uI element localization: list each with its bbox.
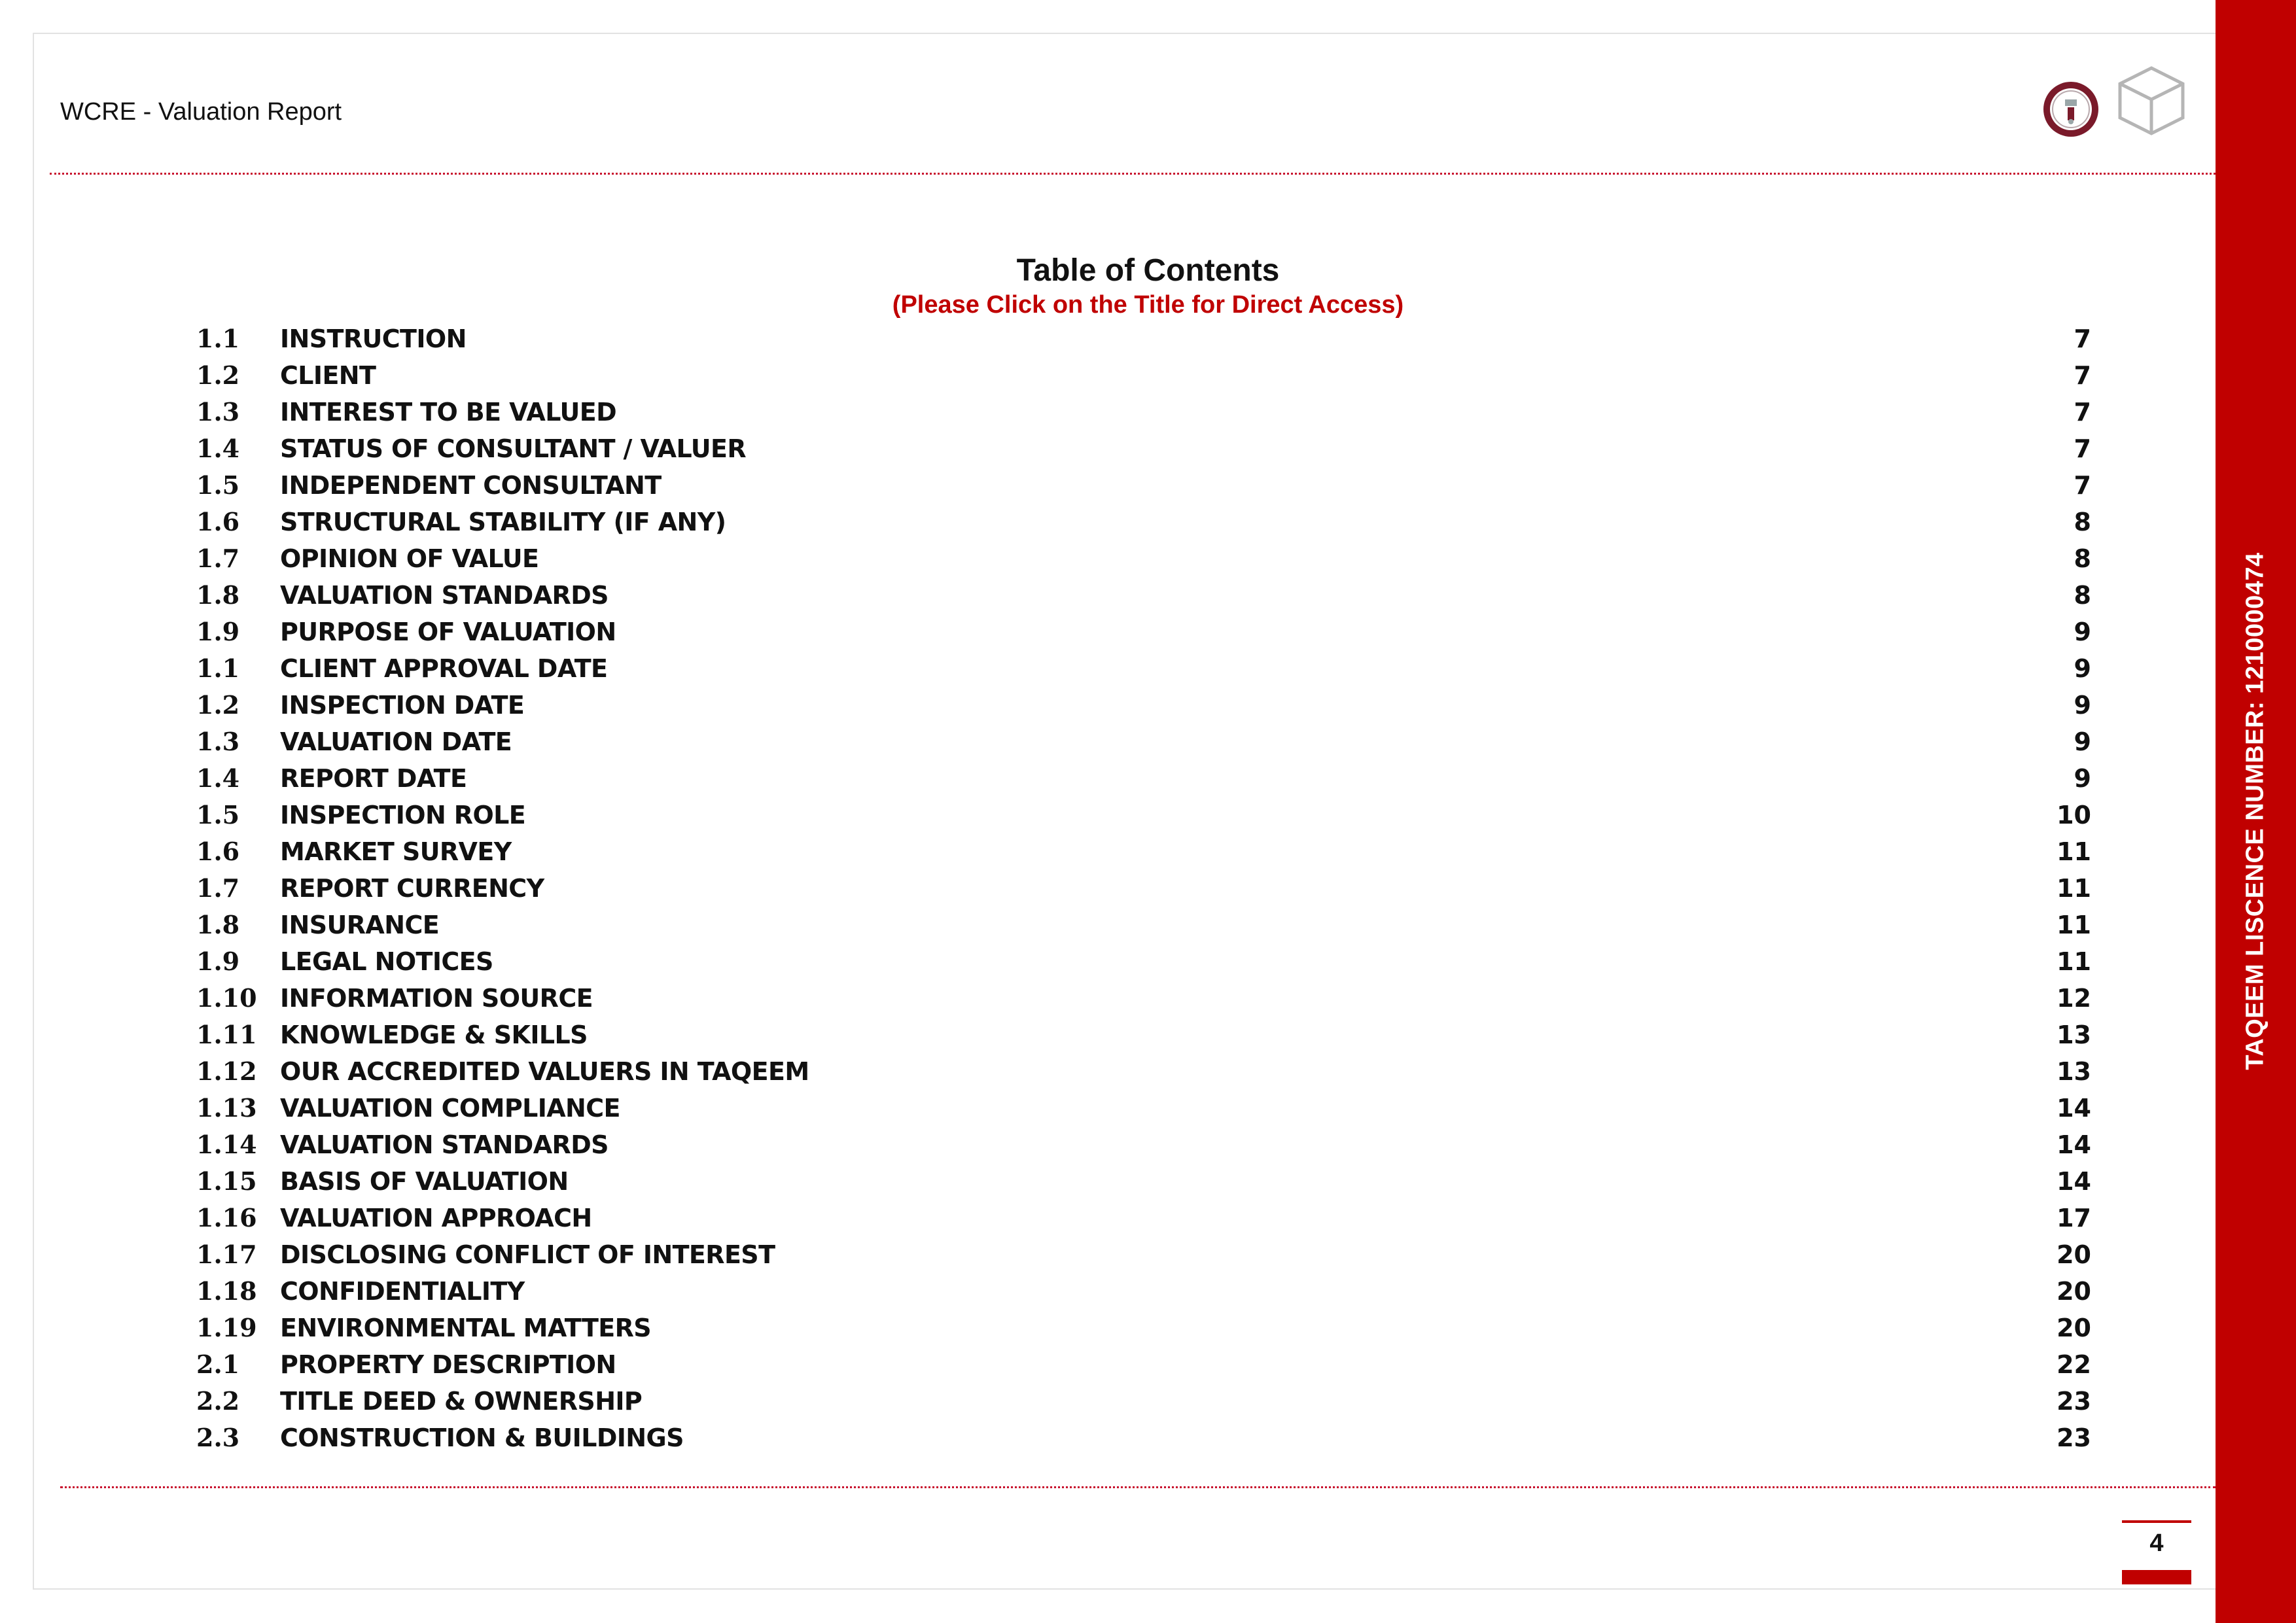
cube-logo-icon: [2115, 64, 2188, 137]
toc-entry-inspection-date[interactable]: [196, 687, 2094, 724]
toc-entry-page: 11: [2057, 837, 2091, 866]
toc-entry-page: 7: [2074, 434, 2091, 463]
toc-entry-number: 1.4: [196, 763, 240, 793]
toc-entry-label[interactable]: STATUS OF CONSULTANT / VALUER: [280, 434, 747, 463]
toc-entry-number: 1.7: [196, 544, 240, 573]
toc-entry-number: 1.2: [196, 360, 240, 390]
toc-entry-number: 1.17: [196, 1240, 257, 1269]
toc-entry-label[interactable]: OUR ACCREDITED VALUERS IN TAQEEM: [280, 1057, 809, 1086]
toc-entry-number: 1.18: [196, 1276, 257, 1306]
toc-entry-number: 1.13: [196, 1093, 257, 1123]
toc-entry-page: 23: [2057, 1423, 2091, 1452]
toc-list: [196, 321, 2094, 1456]
toc-entry-conflict-of-interest[interactable]: [196, 1236, 2094, 1273]
toc-entry-label[interactable]: INTEREST TO BE VALUED: [280, 398, 617, 427]
toc-entry-label[interactable]: ENVIRONMENTAL MATTERS: [280, 1314, 652, 1342]
toc-entry-label[interactable]: INSTRUCTION: [280, 324, 467, 353]
toc-entry-page: 11: [2057, 947, 2091, 976]
toc-entry-number: 1.15: [196, 1166, 257, 1196]
toc-entry-page: 9: [2074, 764, 2091, 793]
toc-entry-instruction[interactable]: [196, 321, 2094, 357]
toc-entry-page: 7: [2074, 324, 2091, 353]
toc-entry-number: 1.6: [196, 507, 240, 536]
toc-entry-page: 11: [2057, 911, 2091, 939]
toc-entry-interest-to-be-valued[interactable]: [196, 394, 2094, 430]
toc-entry-label[interactable]: INFORMATION SOURCE: [280, 984, 593, 1013]
toc-entry-page: 9: [2074, 691, 2091, 720]
toc-entry-environmental-matters[interactable]: [196, 1310, 2094, 1346]
taqeem-seal-icon: [2041, 80, 2100, 139]
toc-entry-valuation-standards-2[interactable]: [196, 1126, 2094, 1163]
toc-entry-number: 1.10: [196, 983, 257, 1013]
toc-entry-information-source[interactable]: [196, 980, 2094, 1017]
toc-entry-report-currency[interactable]: [196, 870, 2094, 907]
toc-entry-label[interactable]: REPORT DATE: [280, 764, 467, 793]
toc-entry-report-date[interactable]: [196, 760, 2094, 797]
toc-entry-insurance[interactable]: [196, 907, 2094, 943]
toc-title: Table of Contents: [1016, 253, 1280, 288]
page-number: 4: [2149, 1529, 2164, 1557]
toc-entry-opinion-of-value[interactable]: [196, 540, 2094, 577]
toc-entry-page: 7: [2074, 471, 2091, 500]
toc-entry-label[interactable]: OPINION OF VALUE: [280, 544, 539, 573]
toc-entry-label[interactable]: CLIENT: [280, 361, 376, 390]
toc-entry-page: 8: [2074, 508, 2091, 536]
toc-entry-page: 20: [2057, 1314, 2091, 1342]
toc-entry-label[interactable]: CONSTRUCTION & BUILDINGS: [280, 1423, 684, 1452]
toc-entry-number: 1.12: [196, 1056, 257, 1086]
toc-entry-valuation-compliance[interactable]: [196, 1090, 2094, 1126]
toc-entry-page: 20: [2057, 1240, 2091, 1269]
toc-entry-valuation-standards[interactable]: [196, 577, 2094, 614]
toc-entry-page: 13: [2057, 1057, 2091, 1086]
toc-entry-title-deed[interactable]: [196, 1383, 2094, 1420]
toc-entry-number: 1.19: [196, 1313, 257, 1342]
toc-entry-property-description[interactable]: [196, 1346, 2094, 1383]
toc-entry-page: 7: [2074, 398, 2091, 427]
toc-entry-label[interactable]: BASIS OF VALUATION: [280, 1167, 569, 1196]
toc-entry-page: 22: [2057, 1350, 2091, 1379]
toc-entry-page: 9: [2074, 618, 2091, 646]
toc-entry-label[interactable]: CONFIDENTIALITY: [280, 1277, 525, 1306]
toc-entry-number: 1.7: [196, 873, 240, 903]
toc-entry-page: 14: [2057, 1094, 2091, 1123]
page-number-bottom-bar: [2122, 1570, 2191, 1584]
toc-entry-page: 12: [2057, 984, 2091, 1013]
toc-entry-page: 8: [2074, 581, 2091, 610]
toc-entry-status-of-consultant[interactable]: [196, 430, 2094, 467]
toc-entry-number: 1.3: [196, 397, 240, 427]
toc-entry-page: 7: [2074, 361, 2091, 390]
footer-divider: [60, 1486, 2216, 1488]
toc-entry-label[interactable]: INDEPENDENT CONSULTANT: [280, 471, 662, 500]
toc-entry-label[interactable]: INSURANCE: [280, 911, 440, 939]
toc-entry-valuation-approach[interactable]: [196, 1200, 2094, 1236]
toc-entry-label[interactable]: KNOWLEDGE & SKILLS: [280, 1021, 588, 1049]
toc-entry-basis-of-valuation[interactable]: [196, 1163, 2094, 1200]
toc-entry-confidentiality[interactable]: [196, 1273, 2094, 1310]
toc-entry-accredited-valuers[interactable]: [196, 1053, 2094, 1090]
toc-entry-number: 1.3: [196, 727, 240, 756]
toc-entry-label[interactable]: DISCLOSING CONFLICT OF INTEREST: [280, 1240, 775, 1269]
toc-entry-label[interactable]: LEGAL NOTICES: [280, 947, 493, 976]
toc-entry-structural-stability[interactable]: [196, 504, 2094, 540]
toc-entry-purpose-of-valuation[interactable]: [196, 614, 2094, 650]
toc-entry-page: 8: [2074, 544, 2091, 573]
toc-entry-client[interactable]: [196, 357, 2094, 394]
license-number-text: TAQEEM LISCENCE NUMBER: 1210000474: [2241, 552, 2269, 1070]
toc-entry-number: 1.8: [196, 910, 240, 939]
toc-entry-knowledge-skills[interactable]: [196, 1017, 2094, 1053]
toc-entry-page: 9: [2074, 727, 2091, 756]
toc-entry-label[interactable]: VALUATION APPROACH: [280, 1204, 592, 1232]
toc-entry-number: 1.8: [196, 580, 240, 610]
toc-entry-number: 1.1: [196, 654, 240, 683]
toc-entry-page: 23: [2057, 1387, 2091, 1416]
toc-entry-label[interactable]: INSPECTION ROLE: [280, 801, 526, 829]
toc-entry-label[interactable]: VALUATION STANDARDS: [280, 1130, 609, 1159]
toc-entry-number: 1.11: [196, 1020, 257, 1049]
toc-entry-number: 1.14: [196, 1130, 257, 1159]
toc-entry-client-approval-date[interactable]: [196, 650, 2094, 687]
toc-entry-legal-notices[interactable]: [196, 943, 2094, 980]
toc-entry-label[interactable]: VALUATION COMPLIANCE: [280, 1094, 620, 1123]
toc-entry-number: 2.2: [196, 1386, 240, 1416]
toc-entry-page: 14: [2057, 1167, 2091, 1196]
toc-entry-construction-buildings[interactable]: [196, 1420, 2094, 1456]
toc-entry-label[interactable]: VALUATION STANDARDS: [280, 581, 609, 610]
page-number-top-bar: [2122, 1520, 2191, 1523]
toc-entry-label[interactable]: PROPERTY DESCRIPTION: [280, 1350, 616, 1379]
toc-entry-number: 1.4: [196, 434, 240, 463]
toc-entry-page: 9: [2074, 654, 2091, 683]
toc-entry-number: 1.2: [196, 690, 240, 720]
toc-entry-label[interactable]: STRUCTURAL STABILITY (IF ANY): [280, 508, 726, 536]
toc-subtitle: (Please Click on the Title for Direct Access): [892, 291, 1404, 319]
toc-entry-page: 17: [2057, 1204, 2091, 1232]
toc-entry-number: 1.5: [196, 470, 240, 500]
toc-entry-number: 1.5: [196, 800, 240, 829]
toc-entry-number: 2.1: [196, 1350, 240, 1379]
toc-entry-label[interactable]: CLIENT APPROVAL DATE: [280, 654, 608, 683]
toc-entry-number: 1.9: [196, 617, 240, 646]
toc-entry-inspection-role[interactable]: [196, 797, 2094, 833]
toc-entry-number: 1.1: [196, 324, 240, 353]
report-title: WCRE - Valuation Report: [60, 98, 342, 126]
toc-entry-label[interactable]: TITLE DEED & OWNERSHIP: [280, 1387, 643, 1416]
toc-entry-number: 1.9: [196, 947, 240, 976]
toc-entry-page: 10: [2057, 801, 2091, 829]
toc-entry-page: 11: [2057, 874, 2091, 903]
toc-entry-label[interactable]: VALUATION DATE: [280, 727, 512, 756]
toc-entry-label[interactable]: INSPECTION DATE: [280, 691, 525, 720]
toc-entry-independent-consultant[interactable]: [196, 467, 2094, 504]
toc-entry-label[interactable]: REPORT CURRENCY: [280, 874, 544, 903]
header-divider: [50, 173, 2216, 175]
toc-entry-number: 1.6: [196, 837, 240, 866]
toc-entry-page: 20: [2057, 1277, 2091, 1306]
toc-entry-number: 1.16: [196, 1203, 257, 1232]
toc-entry-valuation-date[interactable]: [196, 724, 2094, 760]
toc-entry-number: 2.3: [196, 1423, 240, 1452]
toc-entry-label[interactable]: MARKET SURVEY: [280, 837, 512, 866]
toc-entry-market-survey[interactable]: [196, 833, 2094, 870]
toc-entry-page: 14: [2057, 1130, 2091, 1159]
toc-entry-label[interactable]: PURPOSE OF VALUATION: [280, 618, 616, 646]
toc-entry-page: 13: [2057, 1021, 2091, 1049]
